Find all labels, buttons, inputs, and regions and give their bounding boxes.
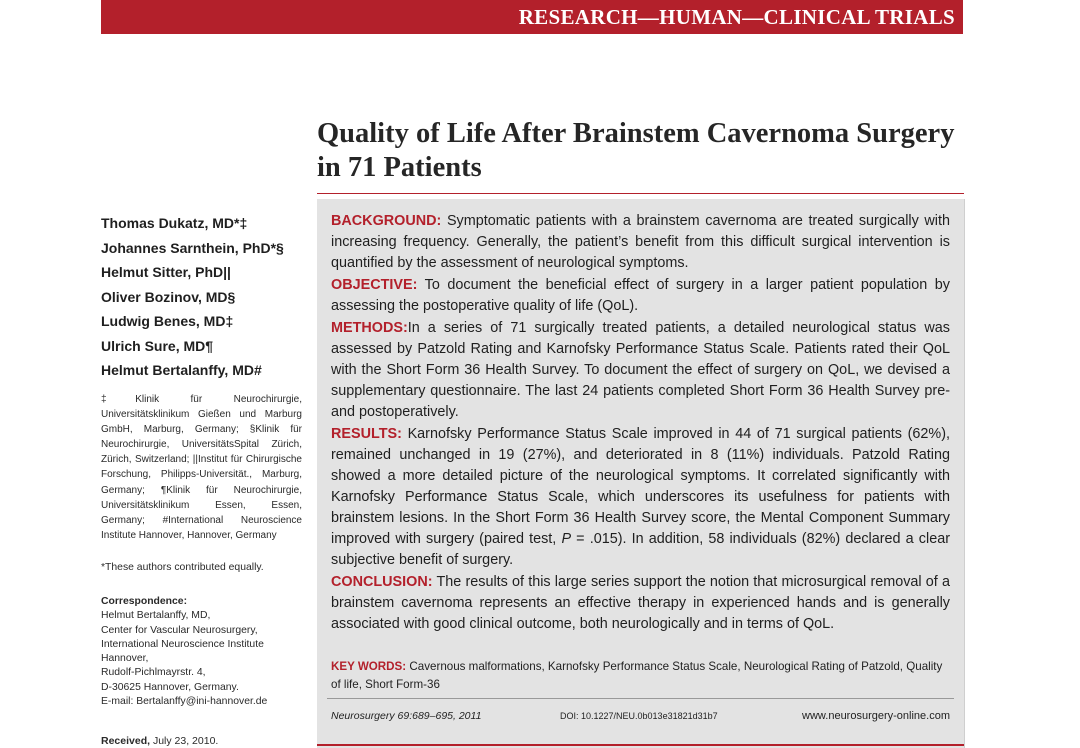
bottom-divider	[317, 744, 964, 746]
background-label: BACKGROUND:	[331, 213, 442, 229]
results-label: RESULTS:	[331, 426, 402, 442]
abstract-conclusion	[331, 572, 950, 635]
keywords-label: KEY WORDS:	[331, 660, 407, 673]
received-label: Received,	[101, 735, 151, 747]
abstract-objective	[331, 275, 950, 317]
section-banner-label: RESEARCH—HUMAN—CLINICAL TRIALS	[518, 5, 955, 29]
correspondence-line: Rudolf-Pichlmayrstr. 4,	[101, 667, 206, 679]
conclusion-text: The results of this large series support the notion that microsurgical removal of a brainstem cavernoma represents an effective therapy in experienced hands and is generally associated with good clinical outcome, both neurologically and in terms of QoL.	[331, 574, 950, 632]
correspondence-line: D-30625 Hannover, Germany.	[101, 681, 239, 693]
author-name: Ulrich Sure, MD¶	[101, 337, 214, 354]
title-divider	[317, 193, 964, 194]
results-text: Karnofsky Performance Status Scale improved in 44 of 71 surgical patients (62%), remained unchanged in 19 (27%), and deteriorated in 8 (11%) individuals. Patzold Rating showed a more detailed picture of the neurological symptoms. It correlated significantly with Karnofsky Performance Status Scale, which underscores its usefulness for patients with brainstem lesions. In the Short Form 36 Health Survey score, the Mental Component Summary improved with surgery (paired test,	[331, 426, 950, 547]
results-text-continued: = .015). In addition, 58 individuals (82%) declared a clear subjective benefit of surgery.	[331, 531, 950, 568]
conclusion-label: CONCLUSION:	[331, 574, 433, 590]
keywords-text: Cavernous malformations, Karnofsky Performance Status Scale, Neurological Rating of Patzold, Quality of life, Short Form-36	[331, 660, 943, 691]
received-value: July 23, 2010.	[152, 735, 219, 747]
p-value-symbol: P	[561, 531, 572, 547]
objective-text: To document the beneficial effect of surgery in a larger patient population by assessing the postoperative quality of life (QoL).	[331, 277, 950, 314]
author-name: Helmut Sitter, PhD||	[101, 264, 231, 280]
doi-link[interactable]: DOI: 10.1227/NEU.0b013e31821d31b7	[560, 711, 718, 721]
author-name: Helmut Bertalanffy, MD#	[101, 362, 262, 378]
author-list	[101, 211, 301, 383]
abstract-body	[331, 211, 950, 636]
methods-label: METHODS:	[331, 320, 408, 336]
author-name: Oliver Bozinov, MD§	[101, 288, 236, 305]
keywords	[331, 658, 950, 694]
author-name: Ludwig Benes, MD‡	[101, 313, 234, 329]
journal-website-link[interactable]: www.neurosurgery-online.com	[802, 710, 950, 722]
correspondence-heading: Correspondence:	[101, 596, 188, 607]
journal-citation: Neurosurgery 69:689–695, 2011	[331, 710, 482, 722]
abstract-methods	[331, 318, 950, 423]
abstract-results	[331, 424, 950, 571]
section-banner	[101, 0, 963, 34]
affiliations: ‡Klinik für Neurochirurgie, Universitätsklinikum Gießen und Marburg GmbH, Marburg, Germany; §Klinik für Neurochirurgie, UniversitätsSpital Zürich, Zürich, Switzerland; ||Institut für Chirurgische Forschung, Philipps-Universität., Marburg, Germany; ¶Klinik für Neurochirurgie, Universitätsklinikum Essen, Essen, Germany; #International Neuroscience Institute Hannover, Hannover, Germany	[101, 394, 302, 541]
author-name: Johannes Sarnthein, PhD*§	[101, 239, 284, 256]
abstract-background	[331, 211, 950, 274]
article-title: Quality of Life After Brainstem Cavernoma Surgery in 71 Patients	[317, 118, 955, 183]
abstract-footer-divider	[327, 698, 954, 699]
objective-label: OBJECTIVE:	[331, 277, 418, 293]
correspondence-line: Hannover,	[101, 653, 149, 665]
equal-contribution-note: *These authors contributed equally.	[101, 562, 264, 573]
correspondence-line: International Neuroscience Institute	[101, 638, 264, 650]
author-name: Thomas Dukatz, MD*‡	[101, 215, 248, 231]
correspondence-email[interactable]: E-mail: Bertalanffy@ini-hannover.de	[101, 696, 268, 708]
correspondence-line: Helmut Bertalanffy, MD,	[101, 610, 211, 622]
received-date	[101, 735, 218, 747]
background-text: Symptomatic patients with a brainstem cavernoma are treated surgically with increasing frequency. Generally, the patient’s benefit from this difficult surgical intervention is quantified by the assessment of neurological symptoms.	[331, 213, 951, 271]
abstract-footer	[331, 710, 950, 726]
abstract-box	[317, 199, 965, 748]
methods-text: In a series of 71 surgically treated patients, a detailed neurological status was assessed by Patzold Rating and Karnofsky Performance Status Scale. Patients rated their QoL with the Short Form 36 Health Survey. To document the effect of surgery on QoL, we devised a supplementary questionnaire. The last 24 patients completed Short Form 36 Health Survey pre- and postoperatively.	[331, 320, 950, 420]
correspondence-line: Center for Vascular Neurosurgery,	[101, 624, 258, 636]
correspondence-block	[101, 595, 311, 709]
